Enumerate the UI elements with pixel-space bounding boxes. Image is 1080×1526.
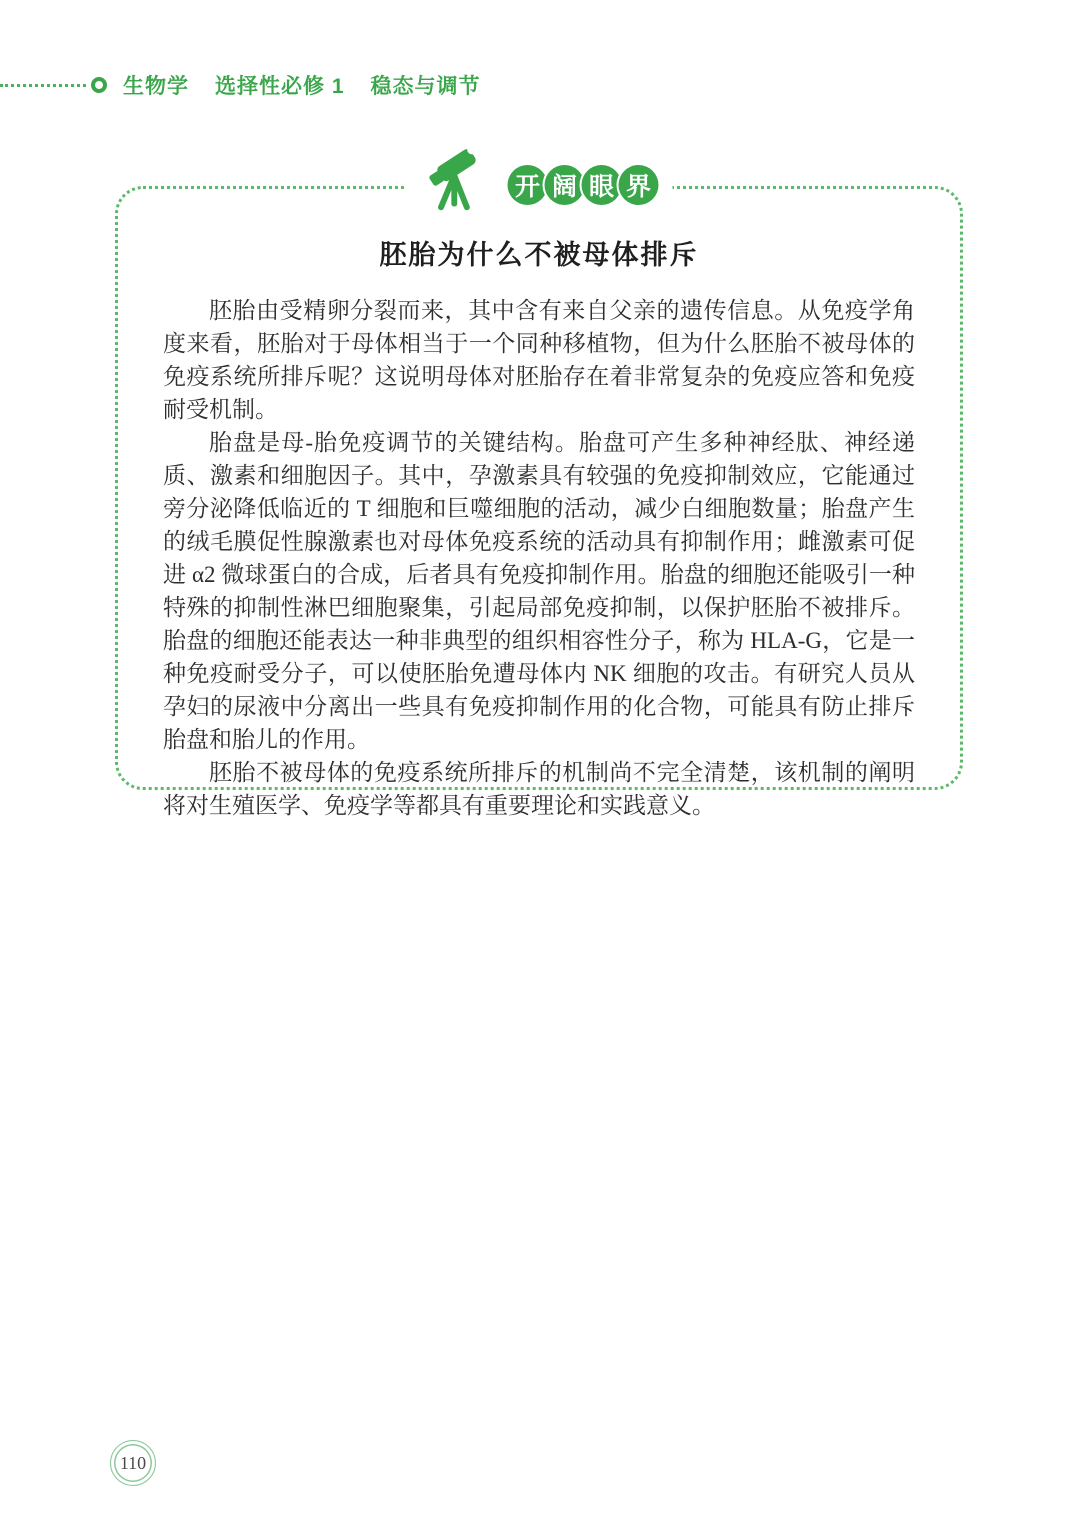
- running-head-text: [123, 70, 481, 100]
- book-title-label: 稳态与调节: [370, 75, 481, 98]
- article-paragraph: 胚胎由受精卵分裂而来，其中含有来自父亲的遗传信息。从免疫学角度来看，胚胎对于母体相当于一个同种移植物，但为什么胚胎不被母体的免疫系统所排斥呢？这说明母体对胚胎存在着非常复杂的免疫应答和免疫耐受机制。: [163, 298, 915, 423]
- feature-box: [115, 173, 963, 819]
- subject-label: 生物学: [123, 75, 189, 98]
- dotted-line: [0, 84, 86, 87]
- badge-char: 阔: [545, 165, 585, 205]
- badge-char: 眼: [582, 165, 622, 205]
- article-body: [163, 294, 915, 822]
- telescope-icon: [420, 137, 494, 211]
- article-paragraph: 胎盘是母-胎免疫调节的关键结构。胎盘可产生多种神经肽、神经递质、激素和细胞因子。其中，孕激素具有较强的免疫抑制效应，它能通过旁分泌降低临近的 T 细胞和巨噬细胞的活动，减少白细胞数量；胎盘产生的绒毛膜促性腺激素也对母体免疫系统的活动具有抑制作用；雌激素可促进 α2 微球蛋白的合成，后者具有免疫抑制作用。胎盘的细胞还能吸引一种特殊的抑制性淋巴细胞聚集，引起局部免疫抑制，以保护胚胎不被排斥。胎盘的细胞还能表达一种非典型的组织相容性分子，称为 HLA-G，它是一种免疫耐受分子，可以使胚胎免遭母体内 NK 细胞的攻击。有研究人员从孕妇的尿液中分离出一些具有免疫抑制作用的化合物，可能具有防止排斥胎盘和胎儿的作用。: [163, 430, 915, 753]
- running-head: [0, 72, 481, 98]
- page-number: 110: [119, 1452, 147, 1473]
- feature-box-header: [406, 137, 673, 207]
- article-paragraph: 胚胎不被母体的免疫系统所排斥的机制尚不完全清楚，该机制的阐明将对生殖医学、免疫学等都具有重要理论和实践意义。: [163, 760, 915, 819]
- module-label: 选择性必修 1: [215, 75, 345, 98]
- article-title: 胚胎为什么不被母体排斥: [379, 240, 699, 270]
- section-badge: [508, 165, 659, 205]
- badge-char: 界: [619, 165, 659, 205]
- page-number-badge: [110, 1440, 156, 1486]
- badge-char: 开: [508, 165, 548, 205]
- ring-bullet-icon: [91, 77, 107, 93]
